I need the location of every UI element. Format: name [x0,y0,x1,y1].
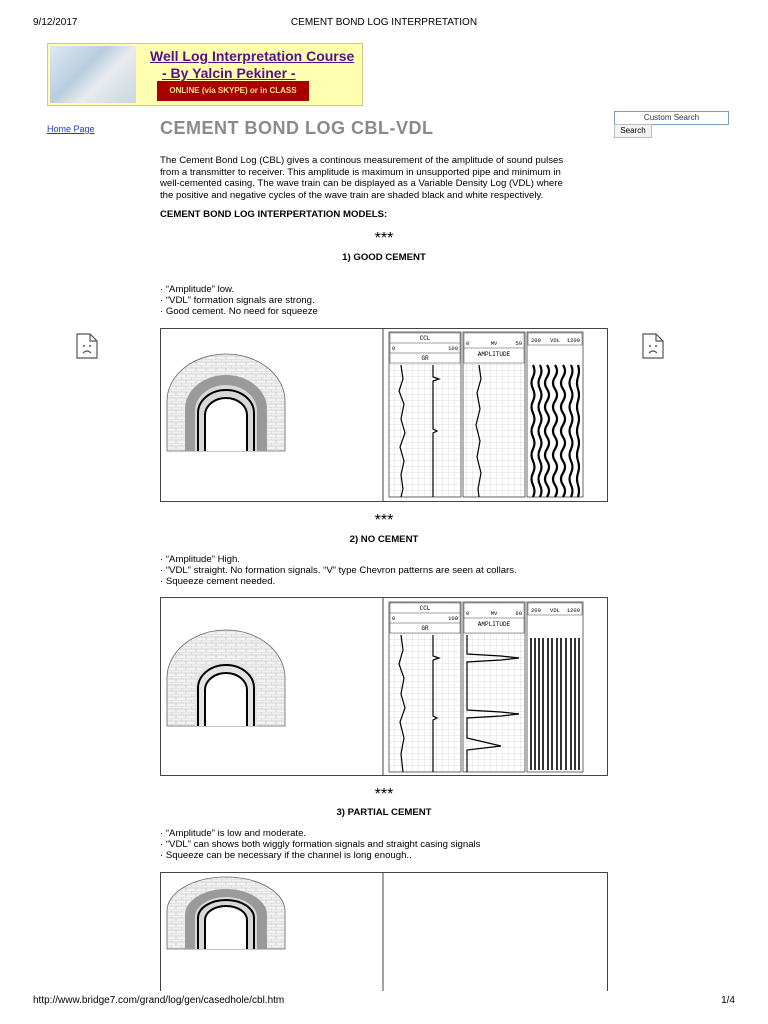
page-title: CEMENT BOND LOG CBL-VDL [160,118,434,138]
home-page-link[interactable]: Home Page [47,124,95,134]
bullet-item: · “VDL” straight. No formation signals. “V” type Chevron patterns are seen at collars. [160,565,517,576]
intro-paragraph [160,155,610,201]
online-class-button[interactable]: ONLINE (via SKYPE) or in CLASS [157,81,309,101]
partial-cement-figure [160,872,608,991]
ccl-label: CCL [419,335,431,342]
ccl-label: CCL [419,605,431,612]
ccl-scale-right: 100 [448,345,458,352]
intro-line: The Cement Bond Log (CBL) gives a continous measurement of the amplitude of sound pulses [160,155,564,166]
bullet-item: · Squeeze can be necessary if the channel is long enough.. [160,850,412,861]
broken-image-icon [76,333,98,359]
banner-title[interactable]: Well Log Interpretation Course [150,48,355,64]
search-button[interactable]: Search [614,124,652,138]
vdl-label: VDL [550,337,560,344]
ccl-scale-right: 100 [448,615,458,622]
banner-subtitle[interactable]: - By Yalcin Pekiner - [162,65,296,81]
gr-label: GR [421,355,429,362]
vdl-scale-right: 1200 [566,337,580,344]
amplitude-label: AMPLITUDE [477,621,511,628]
no-cement-figure [160,597,608,776]
print-url: http://www.bridge7.com/grand/log/gen/casedhole/cbl.htm [33,995,285,1006]
ccl-scale-left: 0 [392,615,396,622]
section-heading-partial-cement: 3) PARTIAL CEMENT [336,807,432,818]
mv-label: MV [490,340,498,347]
intro-line: well-cemented casing. The wave train can be displayed as a Variable Density Log (VDL) where [160,178,563,190]
banner-photo-collage [50,46,136,103]
bullet-item: · “VDL” formation signals are strong. [160,295,315,306]
search-input[interactable]: Custom Search [614,111,729,125]
partial-cement-bullets [160,828,480,861]
section-separator-stars: *** [374,230,394,247]
mv-scale-left: 0 [466,610,470,617]
bullet-item: · Good cement. No need for squeeze [160,306,318,317]
good-cement-figure [160,328,608,502]
print-page-number: 1/4 [721,995,735,1006]
amplitude-label: AMPLITUDE [477,351,511,358]
no-cement-log-drawing [161,598,607,775]
vdl-label: VDL [550,607,560,614]
no-cement-bullets [160,554,517,587]
bullet-item: · “Amplitude” is low and moderate. [160,828,307,839]
course-banner[interactable] [47,43,363,106]
partial-cement-log-drawing [161,873,607,991]
print-doc-title: CEMENT BOND LOG INTERPRETATION [290,17,478,28]
section-heading-no-cement: 2) NO CEMENT [349,534,419,545]
models-heading: CEMENT BOND LOG INTERPERTATION MODELS: [160,209,388,220]
mv-label: MV [490,610,498,617]
vdl-scale-left: 200 [531,337,541,344]
intro-line: the positive and negative cycles of the wave train are shaded black and white respectively. [160,189,544,201]
vdl-scale-left: 200 [531,607,541,614]
broken-image-icon [642,333,664,359]
bullet-item: · “Amplitude” low. [160,284,235,295]
section-separator-stars: *** [374,786,394,803]
mv-scale-right: 50 [515,340,522,347]
good-cement-bullets [160,284,318,317]
bullet-item: · Squeeze cement needed. [160,576,276,587]
bullet-item: · “Amplitude” High. [160,554,240,565]
vdl-scale-right: 1200 [566,607,580,614]
ccl-scale-left: 0 [392,345,396,352]
good-cement-log-drawing [161,329,607,501]
mv-scale-left: 0 [466,340,470,347]
section-heading-good-cement: 1) GOOD CEMENT [342,252,426,263]
print-date: 9/12/2017 [33,17,78,28]
section-separator-stars: *** [374,512,394,529]
mv-scale-right: 60 [515,610,522,617]
bullet-item: · “VDL” can shows both wiggly formation signals and straight casing signals [160,839,481,850]
gr-label: GR [421,625,429,632]
intro-line: from a transmitter to receiver. This amplitude is maximum in unsupported pipe and minimum in [160,166,561,178]
